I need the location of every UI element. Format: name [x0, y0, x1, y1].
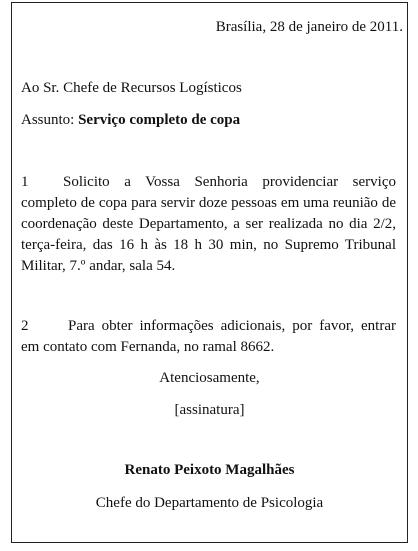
- signature-placeholder: [assinatura]: [174, 402, 245, 418]
- paragraph-1: [21, 172, 396, 277]
- letter-subject: [21, 110, 240, 130]
- closing: Atenciosamente,: [159, 370, 260, 386]
- signer-name: Renato Peixoto Magalhães: [124, 462, 295, 478]
- letter-date: Brasília, 28 de janeiro de 2011.: [215, 19, 403, 35]
- paragraph-number: 2: [21, 318, 29, 334]
- paragraph-text: Solicito a Vossa Senhoria providenciar serviço completo de copa para servir doze pessoas em uma reunião de coordenação deste Departamento, a ser realizada no dia 2/2, terça-feira, das 16 h às 18 h 30 min, no Supremo Tribunal Militar, 7.º andar, sala 54.: [21, 174, 396, 274]
- subject-label: Assunto:: [21, 112, 79, 128]
- signer-title: Chefe do Departamento de Psicologia: [95, 495, 324, 511]
- paragraph-2: [21, 316, 396, 358]
- paragraph-text: Para obter informações adicionais, por favor, entrar em contato com Fernanda, no ramal 8662.: [21, 318, 396, 355]
- subject-text: Serviço completo de copa: [78, 112, 241, 128]
- paragraph-number: 1: [21, 174, 29, 190]
- letter-recipient: Ao Sr. Chefe de Recursos Logísticos: [21, 80, 242, 96]
